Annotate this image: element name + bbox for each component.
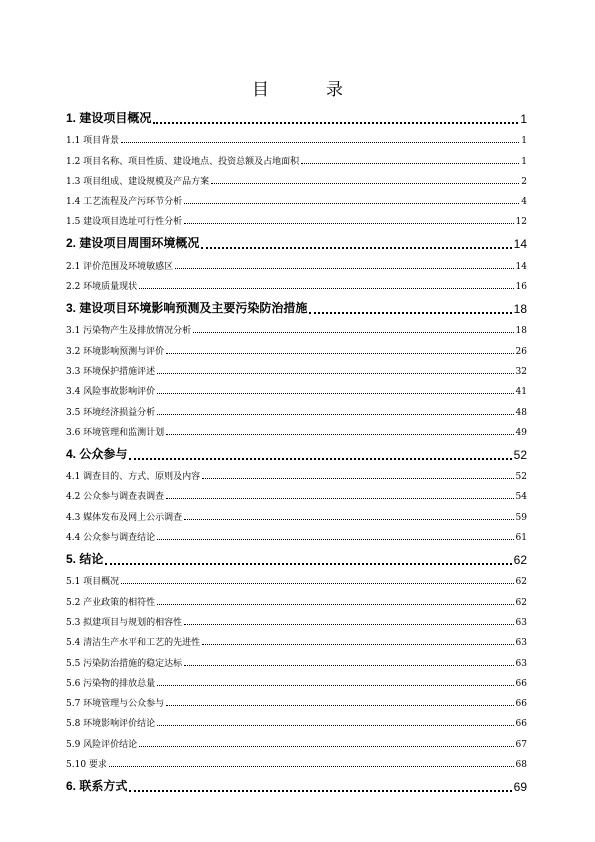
- toc-entry-page-number: 16: [515, 282, 527, 293]
- dot-leader: [129, 790, 511, 792]
- dot-leader: [184, 665, 513, 666]
- toc-section-entry[interactable]: [66, 210, 527, 230]
- toc-entry-page-number: 62: [513, 553, 527, 568]
- toc-section-entry[interactable]: [66, 254, 527, 274]
- toc-section-entry[interactable]: [66, 360, 527, 380]
- dot-leader: [211, 183, 519, 184]
- toc-entry-page-number: 48: [515, 407, 527, 418]
- toc-entry-page-number: 26: [515, 346, 527, 357]
- dot-leader: [121, 142, 519, 143]
- toc-entry-page-number: 66: [515, 678, 527, 689]
- toc-entry-page-number: 62: [515, 577, 527, 588]
- toc-entry-label: 5.3 拟建项目与规划的相容性: [66, 617, 183, 628]
- dot-leader: [166, 705, 513, 706]
- toc-section-entry[interactable]: [66, 672, 527, 692]
- dot-leader: [139, 746, 513, 747]
- dot-leader: [157, 685, 513, 686]
- toc-entry-label: 6. 联系方式: [66, 779, 128, 794]
- toc-entry-page-number: 12: [515, 217, 527, 228]
- toc-section-entry[interactable]: [66, 712, 527, 732]
- toc-entry-page-number: 1: [520, 112, 527, 126]
- toc-section-entry[interactable]: [66, 339, 527, 359]
- dot-leader: [105, 563, 511, 565]
- toc-entry-label: 3. 建设项目环境影响预测及主要污染防治措施: [66, 301, 308, 316]
- dot-leader: [166, 434, 513, 435]
- dot-leader: [166, 498, 513, 499]
- dot-leader: [157, 539, 513, 540]
- toc-entry-page-number: 63: [515, 658, 527, 669]
- dot-leader: [166, 353, 513, 354]
- toc-section-entry[interactable]: [66, 732, 527, 752]
- toc-entry-label: 2.2 环境质量现状: [66, 282, 138, 293]
- toc-entry-label: 5.2 产业政策的相符性: [66, 597, 156, 608]
- toc-entry-label: 3.3 环境保护措施评述: [66, 366, 156, 377]
- toc-chapter-entry[interactable]: [66, 441, 527, 465]
- toc-section-entry[interactable]: [66, 485, 527, 505]
- toc-entry-page-number: 54: [515, 492, 527, 503]
- toc-entry-label: 5. 结论: [66, 552, 104, 567]
- toc-entry-label: 5.5 污染防治措施的稳定达标: [66, 658, 183, 669]
- toc-entry-page-number: 52: [513, 447, 527, 462]
- toc-entry-page-number: 4: [521, 197, 527, 208]
- dot-leader: [301, 163, 519, 164]
- toc-section-entry[interactable]: [66, 590, 527, 610]
- dot-leader: [139, 288, 513, 289]
- dot-leader: [157, 604, 513, 605]
- toc-section-entry[interactable]: [66, 400, 527, 420]
- toc-entry-page-number: 66: [515, 699, 527, 710]
- dot-leader: [184, 519, 513, 520]
- dot-leader: [193, 332, 513, 333]
- dot-leader: [157, 414, 513, 415]
- dot-leader: [121, 583, 513, 584]
- toc-chapter-entry[interactable]: [66, 105, 527, 129]
- toc-section-entry[interactable]: [66, 149, 527, 169]
- toc-entry-page-number: 18: [515, 326, 527, 337]
- toc-entry-page-number: 66: [515, 719, 527, 730]
- toc-entry-label: 3.1 污染物产生及排放情况分析: [66, 326, 192, 337]
- toc-entry-label: 3.2 环境影响预测与评价: [66, 346, 165, 357]
- toc-entry-label: 3.5 环境经济损益分析: [66, 407, 156, 418]
- toc-section-entry[interactable]: [66, 465, 527, 485]
- toc-entry-label: 4.1 调查目的、方式、原则及内容: [66, 472, 201, 483]
- dot-leader: [202, 478, 513, 479]
- toc-entry-label: 5.10 要求: [66, 760, 107, 771]
- toc-chapter-entry[interactable]: [66, 295, 527, 319]
- toc-entry-label: 2.1 评价范围及环境敏感区: [66, 261, 174, 272]
- dot-leader: [129, 458, 511, 460]
- dot-leader: [184, 203, 519, 204]
- toc-section-entry[interactable]: [66, 170, 527, 190]
- toc-entry-page-number: 32: [515, 366, 527, 377]
- toc-entry-page-number: 2: [521, 176, 527, 187]
- toc-section-entry[interactable]: [66, 611, 527, 631]
- toc-entry-label: 4.3 媒体发布及网上公示调查: [66, 512, 183, 523]
- dot-leader: [175, 268, 513, 269]
- toc-entry-page-number: 18: [513, 302, 527, 317]
- toc-entry-label: 5.4 清洁生产水平和工艺的先进性: [66, 638, 201, 649]
- toc-entry-page-number: 62: [515, 597, 527, 608]
- toc-section-entry[interactable]: [66, 275, 527, 295]
- toc-chapter-entry[interactable]: [66, 230, 527, 254]
- toc-entry-page-number: 1: [521, 136, 527, 147]
- toc-entry-page-number: 59: [515, 512, 527, 523]
- toc-entry-label: 5.6 污染物的排放总量: [66, 678, 156, 689]
- toc-entry-label: 1.2 项目名称、项目性质、建设地点、投资总额及占地面积: [66, 156, 300, 167]
- toc-entry-label: 3.4 风险事故影响评价: [66, 387, 156, 398]
- dot-leader: [184, 223, 513, 224]
- table-of-contents: [66, 105, 527, 797]
- dot-leader: [157, 725, 513, 726]
- toc-section-entry[interactable]: [66, 421, 527, 441]
- toc-entry-label: 4.4 公众参与调查结论: [66, 533, 156, 544]
- toc-chapter-entry[interactable]: [66, 546, 527, 570]
- toc-entry-label: 5.1 项目概况: [66, 577, 120, 588]
- dot-leader: [202, 644, 513, 645]
- toc-section-entry[interactable]: [66, 570, 527, 590]
- toc-section-entry[interactable]: [66, 631, 527, 651]
- toc-entry-page-number: 52: [515, 472, 527, 483]
- toc-entry-label: 5.7 环境管理与公众参与: [66, 699, 165, 710]
- toc-entry-page-number: 41: [515, 387, 527, 398]
- toc-chapter-entry[interactable]: [66, 773, 527, 797]
- toc-entry-page-number: 14: [513, 237, 527, 252]
- toc-section-entry[interactable]: [66, 505, 527, 525]
- dot-leader: [201, 247, 511, 249]
- toc-entry-label: 4.2 公众参与调查表调查: [66, 492, 165, 503]
- toc-entry-label: 3.6 环境管理和监测计划: [66, 427, 165, 438]
- dot-leader: [157, 373, 513, 374]
- toc-entry-label: 1.5 建设项目选址可行性分析: [66, 217, 183, 228]
- toc-entry-label: 2. 建设项目周围环境概况: [66, 236, 200, 251]
- toc-entry-label: 1.1 项目背景: [66, 136, 120, 147]
- toc-entry-label: 4. 公众参与: [66, 446, 128, 461]
- toc-title: 目 录: [252, 80, 363, 100]
- dot-leader: [157, 393, 513, 394]
- toc-entry-page-number: 14: [515, 261, 527, 272]
- toc-section-entry[interactable]: [66, 190, 527, 210]
- toc-entry-page-number: 68: [515, 760, 527, 771]
- toc-section-entry[interactable]: [66, 526, 527, 546]
- toc-section-entry[interactable]: [66, 380, 527, 400]
- toc-entry-label: 1. 建设项目概况: [66, 111, 152, 125]
- toc-section-entry[interactable]: [66, 129, 527, 149]
- toc-entry-page-number: 69: [513, 780, 527, 795]
- toc-entry-page-number: 61: [515, 533, 527, 544]
- dot-leader: [109, 766, 514, 767]
- toc-section-entry[interactable]: [66, 753, 527, 773]
- toc-entry-label: 1.3 项目组成、建设规模及产品方案: [66, 176, 210, 187]
- toc-entry-label: 1.4 工艺流程及产污环节分析: [66, 197, 183, 208]
- toc-section-entry[interactable]: [66, 651, 527, 671]
- dot-leader: [184, 624, 513, 625]
- toc-entry-label: 5.9 风险评价结论: [66, 739, 138, 750]
- dot-leader: [309, 312, 511, 314]
- toc-entry-page-number: 1: [521, 156, 527, 167]
- toc-section-entry[interactable]: [66, 692, 527, 712]
- toc-entry-label: 5.8 环境影响评价结论: [66, 719, 156, 730]
- toc-entry-page-number: 49: [515, 427, 527, 438]
- toc-entry-page-number: 63: [515, 638, 527, 649]
- toc-entry-page-number: 67: [515, 739, 527, 750]
- toc-entry-page-number: 63: [515, 617, 527, 628]
- toc-section-entry[interactable]: [66, 319, 527, 339]
- dot-leader: [153, 122, 518, 124]
